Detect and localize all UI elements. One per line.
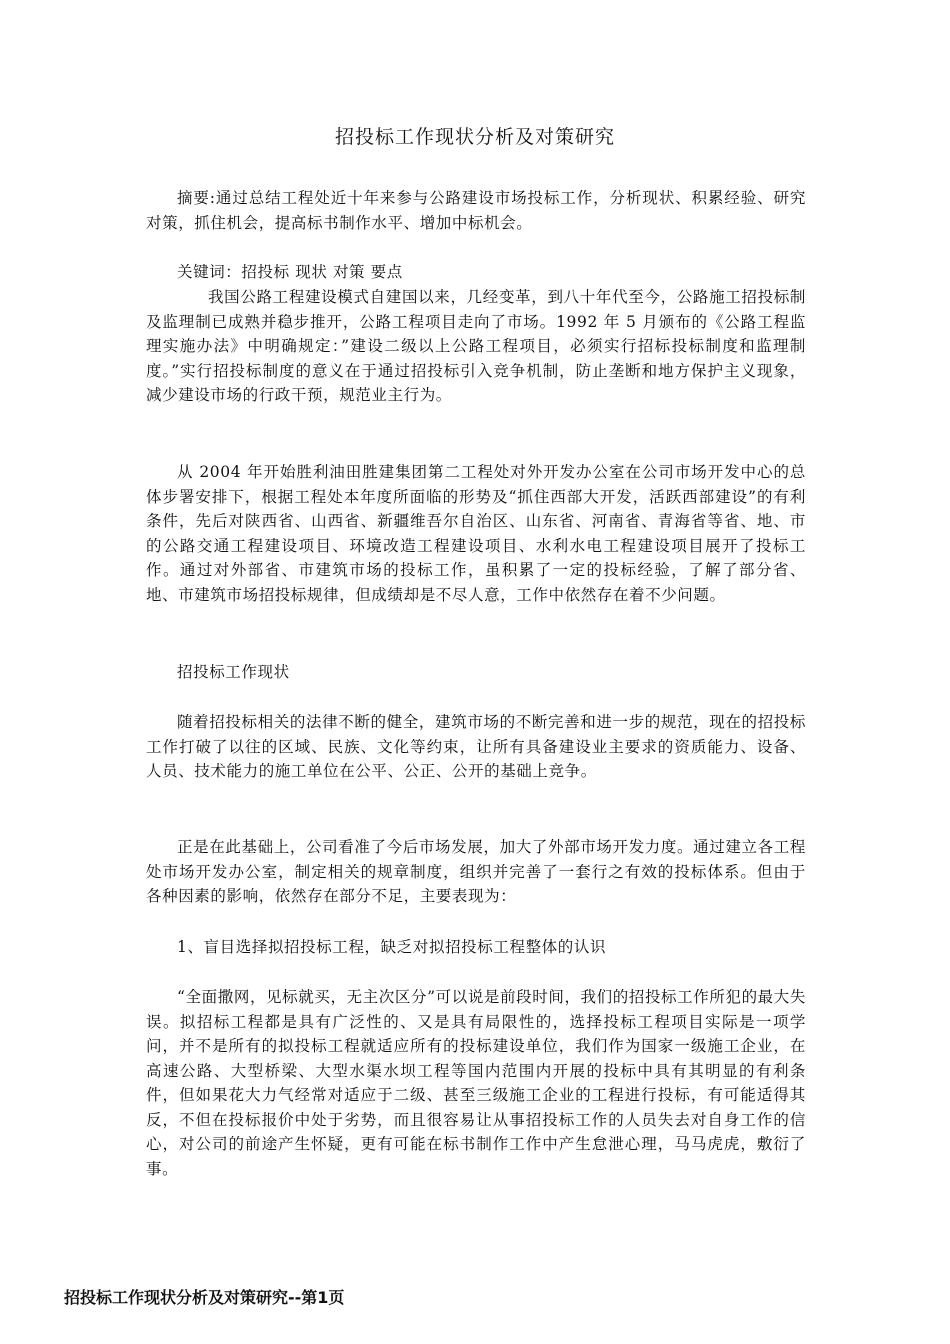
body-paragraph-blind-selection: “全面撒网，见标就买，无主次区分”可以说是前段时间，我们的招投标工作所犯的最大失误。拟招标工程都是具有广泛性的、又是具有局限性的，选择投标工程项目实际是一项学问，并不是所有的拟投标工程就适应所有的投标建设单位，我们作为国家一级施工企业，在高速公路、大型桥梁、大型水渠水坝工程等国内范围内开展的投标中具有其明显的有利条件，但如果花大力气经常对适应于二级、甚至三级施工企业的工程进行投标，有可能适得其反，不但在投标报价中处于劣势，而且很容易让从事招投标工作的人员失去对自身工作的信心，对公司的前途产生怀疑，更有可能在标书制作工作中产生怠泄心理，马马虎虎，敷衍了事。	[146, 988, 806, 1178]
abstract-paragraph: 摘要:通过总结工程处近十年来参与公路建设市场投标工作，分析现状、积累经验、研究对策，抓住机会，提高标书制作水平、增加中标机会。	[146, 189, 806, 232]
subheading-blind-selection: 1、盲目选择拟招投标工程，缺乏对拟招投标工程整体的认识	[177, 938, 607, 956]
document-title: 招投标工作现状分析及对策研究	[334, 126, 615, 148]
body-paragraph-foundation: 正是在此基础上，公司看准了今后市场发展，加大了外部市场开发力度。通过建立各工程处市场开发办公室，制定相关的规章制度，组织并完善了一套行之有效的投标体系。但由于各种因素的影响，依然存在部分不足，主要表现为：	[146, 838, 806, 905]
body-paragraph-background: 从 2004 年开始胜利油田胜建集团第二工程处对外开发办公室在公司市场开发中心的总体步署安排下，根据工程处本年度所面临的形势及“抓住西部大开发，活跃西部建设”的有利条件，先后对陕西省、山西省、新疆维吾尔自治区、山东省、河南省、青海省等省、地、市的公路交通工程建设项目、环境改造工程建设项目、水利水电工程建设项目展开了投标工作。通过对外部省、市建筑市场的投标工作，虽积累了一定的投标经验，了解了部分省、地、市建筑市场招投标规律，但成绩却是不尽人意，工作中依然存在着不少问题。	[146, 463, 806, 604]
body-paragraph-intro: 我国公路工程建设模式自建国以来，几经变革，到八十年代至今，公路施工招投标制及监理制已成熟并稳步推开，公路工程项目走向了市场。1992 年 5 月颁布的《公路工程监理实施办法》中明确规定：”建设二级以上公路工程项目，必须实行招标投标制度和监理制度。”实行招投标制度的意义在于通过招投标引入竞争机制，防止垄断和地方保护主义现象，减少建设市场的行政干预，规范业主行为。	[146, 288, 806, 404]
page-footer: 招投标工作现状分析及对策研究--第1页	[64, 1288, 345, 1307]
section-heading-status: 招投标工作现状	[177, 663, 290, 681]
body-paragraph-status: 随着招投标相关的法律不断的健全，建筑市场的不断完善和进一步的规范，现在的招投标工作打破了以往的区域、民族、文化等约束，让所有具备建设业主要求的资质能力、设备、人员、技术能力的施工单位在公平、公正、公开的基础上竞争。	[146, 713, 806, 780]
keywords-line: 关键词：招投标 现状 对策 要点	[177, 263, 403, 281]
